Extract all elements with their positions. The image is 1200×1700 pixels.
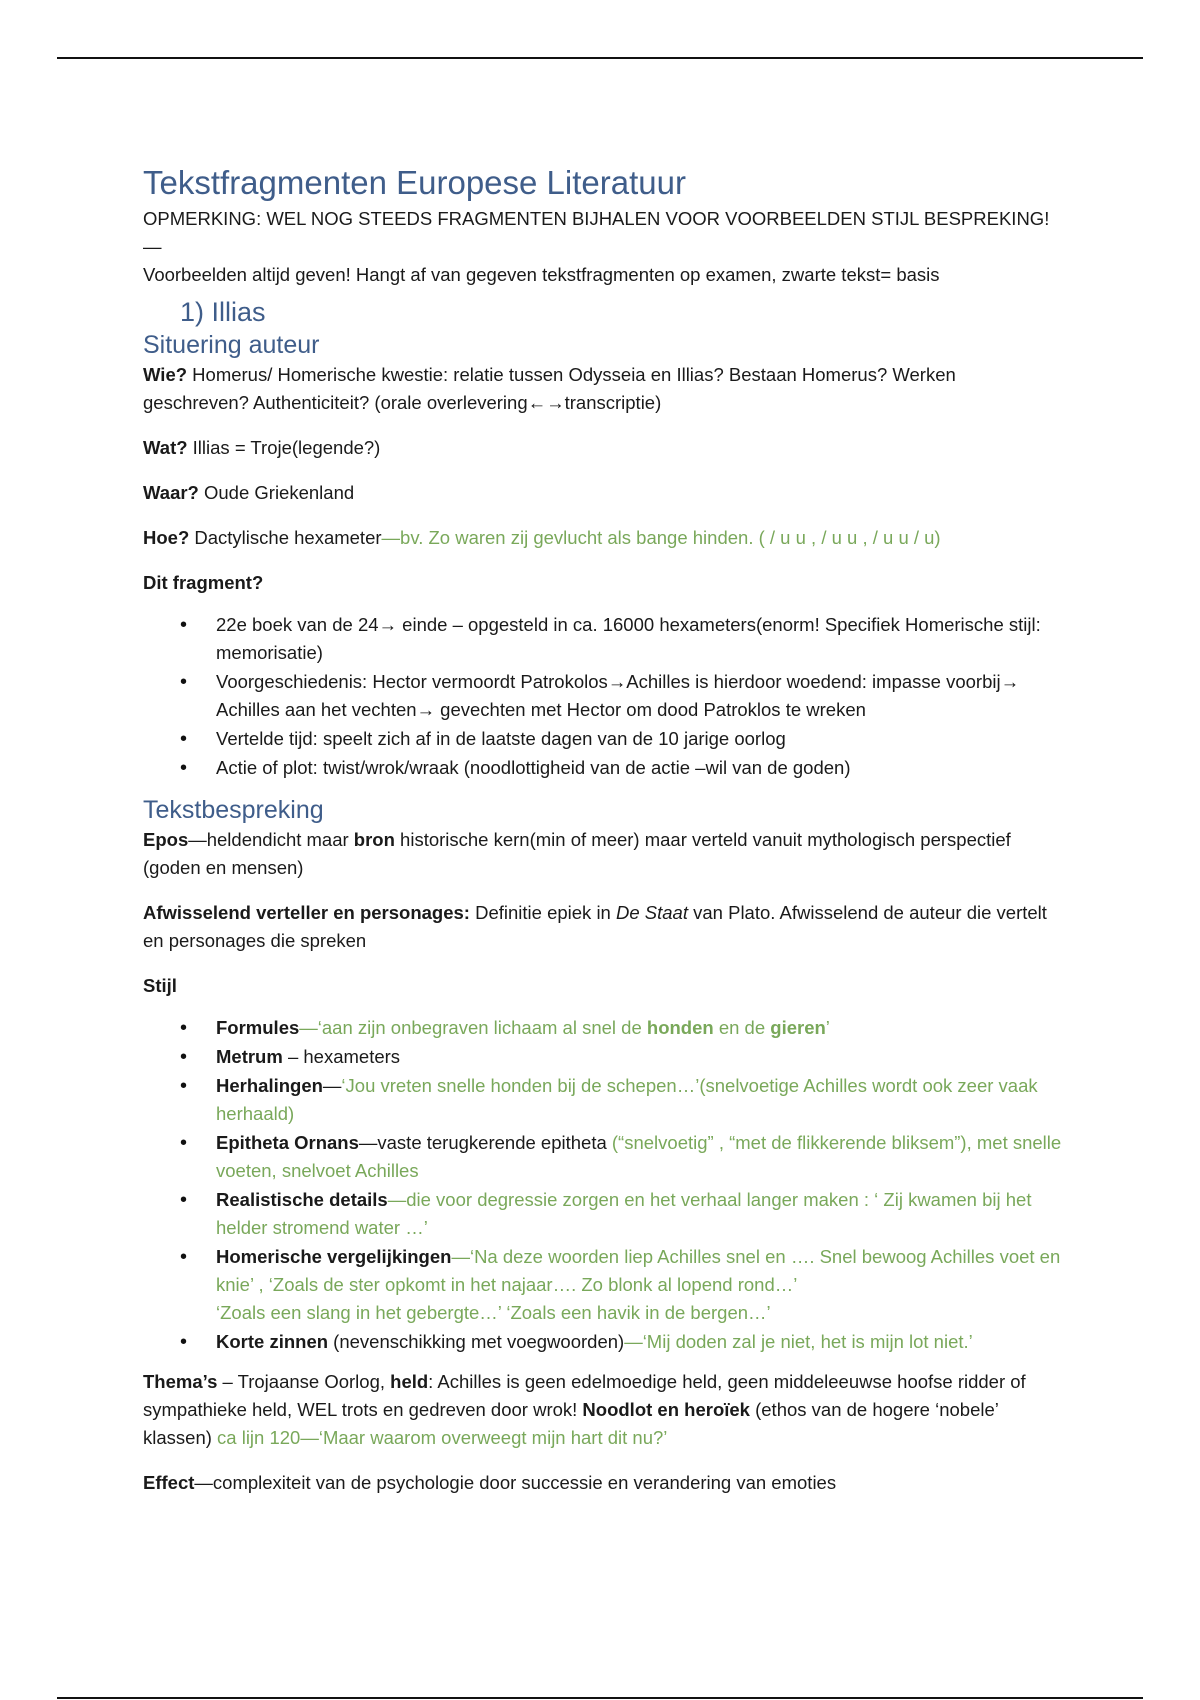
label-wat: Wat?: [143, 437, 188, 458]
paragraph-wat: [143, 434, 1063, 462]
fragment-bullet-list: [143, 611, 1063, 782]
example-hoe: —bv. Zo waren zij gevlucht als bange hinden. ( / u u , / u u , / u u / u): [381, 527, 941, 548]
bold-bron: bron: [353, 829, 395, 850]
label-themas: Thema’s: [143, 1371, 218, 1392]
label-dit-fragment: Dit fragment?: [143, 572, 264, 593]
document-title: Tekstfragmenten Europese Literatuur: [143, 164, 686, 201]
text-epos-1: —heldendicht maar: [188, 829, 354, 850]
list-item: • Vertelde tijd: speelt zich af in de laatste dagen van de 10 jarige oorlog: [216, 725, 1063, 753]
text-hoe: Dactylische hexameter: [189, 527, 382, 548]
quote-vergelijkingen-2: ‘Zoals een slang in het gebergte…’ ‘Zoals een havik in de bergen…’: [216, 1302, 771, 1323]
list-item-realistisch: [216, 1186, 1063, 1242]
label-metrum: Metrum: [216, 1046, 283, 1067]
bold-noodlot: Noodlot en heroïek: [582, 1399, 750, 1420]
remark-line-1: OPMERKING: WEL NOG STEEDS FRAGMENTEN BIJHALEN VOOR VOORBEELDEN STIJL BESPREKING!—: [143, 208, 1050, 257]
quote-themas: ca lijn 120—‘Maar waarom overweegt mijn hart dit nu?’: [217, 1427, 668, 1448]
text-themas-3: (ethos van de hogere ‘nobele’ klassen): [143, 1399, 999, 1448]
dash-herhalingen: —: [322, 1075, 342, 1096]
list-item-herhalingen: [216, 1072, 1063, 1128]
text-metrum: – hexameters: [282, 1046, 401, 1067]
text-waar: Oude Griekenland: [198, 482, 355, 503]
paragraph-afwisselend: [143, 899, 1063, 955]
remark-line-2: Voorbeelden altijd geven! Hangt af van gegeven tekstfragmenten op examen, zwarte tekst= basis: [143, 264, 940, 285]
quote-epitheta: (“snelvoetig” , “met de flikkerende bliksem”), met snelle voeten, snelvoet Achilles: [216, 1132, 1062, 1181]
italic-de-staat: De Staat: [616, 902, 688, 923]
label-herhalingen: Herhalingen: [216, 1075, 323, 1096]
quote-korte-zinnen: —‘Mij doden zal je niet, het is mijn lot niet.’: [624, 1331, 973, 1352]
label-waar: Waar?: [143, 482, 199, 503]
text-wie: Homerus/ Homerische kwestie: relatie tussen Odysseia en Illias? Bestaan Homerus? Werken geschreven? Authenticiteit? (orale overlevering←→transcriptie): [143, 364, 956, 413]
remark-paragraph: [143, 205, 1063, 289]
quote-formules-honden: honden: [646, 1017, 714, 1038]
list-item-formules: [216, 1014, 1063, 1042]
text-korte-zinnen: (nevenschikking met voegwoorden): [328, 1331, 625, 1352]
quote-formules-3: ’: [825, 1017, 830, 1038]
quote-formules-2: en de: [713, 1017, 771, 1038]
document-page: [143, 163, 1063, 1514]
list-item: • Actie of plot: twist/wrok/wraak (noodlottigheid van de actie –wil van de goden): [216, 754, 1063, 782]
label-epos: Epos: [143, 829, 189, 850]
paragraph-effect: [143, 1469, 1063, 1497]
list-item-metrum: [216, 1043, 1063, 1071]
quote-realistisch: —die voor degressie zorgen en het verhaal langer maken : ‘ Zij kwamen bij het helder stromend water …’: [216, 1189, 1032, 1238]
paragraph-dit-fragment: [143, 569, 1063, 597]
bottom-rule: [57, 1697, 1143, 1699]
paragraph-hoe: [143, 524, 1063, 552]
top-rule: [57, 57, 1143, 59]
heading-tekstbespreking: Tekstbespreking: [143, 796, 324, 824]
quote-formules-1: —‘aan zijn onbegraven lichaam al snel de: [299, 1017, 647, 1038]
text-afwisselend-2: van Plato. Afwisselend de auteur die vertelt en personages die spreken: [143, 902, 1047, 951]
quote-herhalingen: ‘Jou vreten snelle honden bij de schepen…’(snelvoetige Achilles wordt ook zeer vaak herhaald): [216, 1075, 1038, 1124]
text-themas-1: – Trojaanse Oorlog,: [217, 1371, 391, 1392]
label-formules: Formules: [216, 1017, 300, 1038]
label-afwisselend: Afwisselend verteller en personages:: [143, 902, 470, 923]
text-epos-2: historische kern(min of meer) maar verteld vanuit mythologisch perspectief (goden en mensen): [143, 829, 1011, 878]
label-stijl: Stijl: [143, 975, 177, 996]
bold-held: held: [390, 1371, 429, 1392]
text-wat: Illias = Troje(legende?): [187, 437, 381, 458]
label-korte-zinnen: Korte zinnen: [216, 1331, 329, 1352]
section-heading-illias: 1) Illias: [180, 297, 266, 327]
text-epitheta: —vaste terugkerende epitheta: [358, 1132, 612, 1153]
label-hoe: Hoe?: [143, 527, 190, 548]
paragraph-epos: [143, 826, 1063, 882]
text-afwisselend-1: Definitie epiek in: [469, 902, 616, 923]
list-item: • Voorgeschiedenis: Hector vermoordt Patrokolos→Achilles is hierdoor woedend: impasse voorbij→ Achilles aan het vechten→ gevechten met Hector om dood Patroklos te wreken: [216, 668, 1063, 724]
list-item: • 22e boek van de 24→ einde – opgesteld in ca. 16000 hexameters(enorm! Specifiek Homerische stijl: memorisatie): [216, 611, 1063, 667]
paragraph-waar: [143, 479, 1063, 507]
label-wie: Wie?: [143, 364, 188, 385]
paragraph-stijl: [143, 972, 1063, 1000]
label-vergelijkingen: Homerische vergelijkingen: [216, 1246, 452, 1267]
heading-situering-auteur: Situering auteur: [143, 331, 320, 359]
text-effect: —complexiteit van de psychologie door successie en verandering van emoties: [194, 1472, 837, 1493]
paragraph-wie: [143, 361, 1063, 417]
quote-formules-gieren: gieren: [770, 1017, 826, 1038]
label-realistisch: Realistische details: [216, 1189, 388, 1210]
text-themas-2: : Achilles is geen edelmoedige held, geen middeleeuwse hoofse ridder of sympathieke held, WEL trots en gedreven door wrok!: [143, 1371, 1026, 1420]
quote-vergelijkingen-1: —‘Na deze woorden liep Achilles snel en …. Snel bewoog Achilles voet en knie’ , ‘Zoals de ster opkomt in het najaar…. Zo blonk al lopend rond…’: [216, 1246, 1061, 1295]
label-epitheta: Epitheta Ornans: [216, 1132, 359, 1153]
list-item-korte-zinnen: [216, 1328, 1063, 1356]
list-item-vergelijkingen: [216, 1243, 1063, 1327]
label-effect: Effect: [143, 1472, 195, 1493]
stijl-bullet-list: [143, 1014, 1063, 1356]
paragraph-themas: [143, 1368, 1063, 1452]
list-item-epitheta: [216, 1129, 1063, 1185]
